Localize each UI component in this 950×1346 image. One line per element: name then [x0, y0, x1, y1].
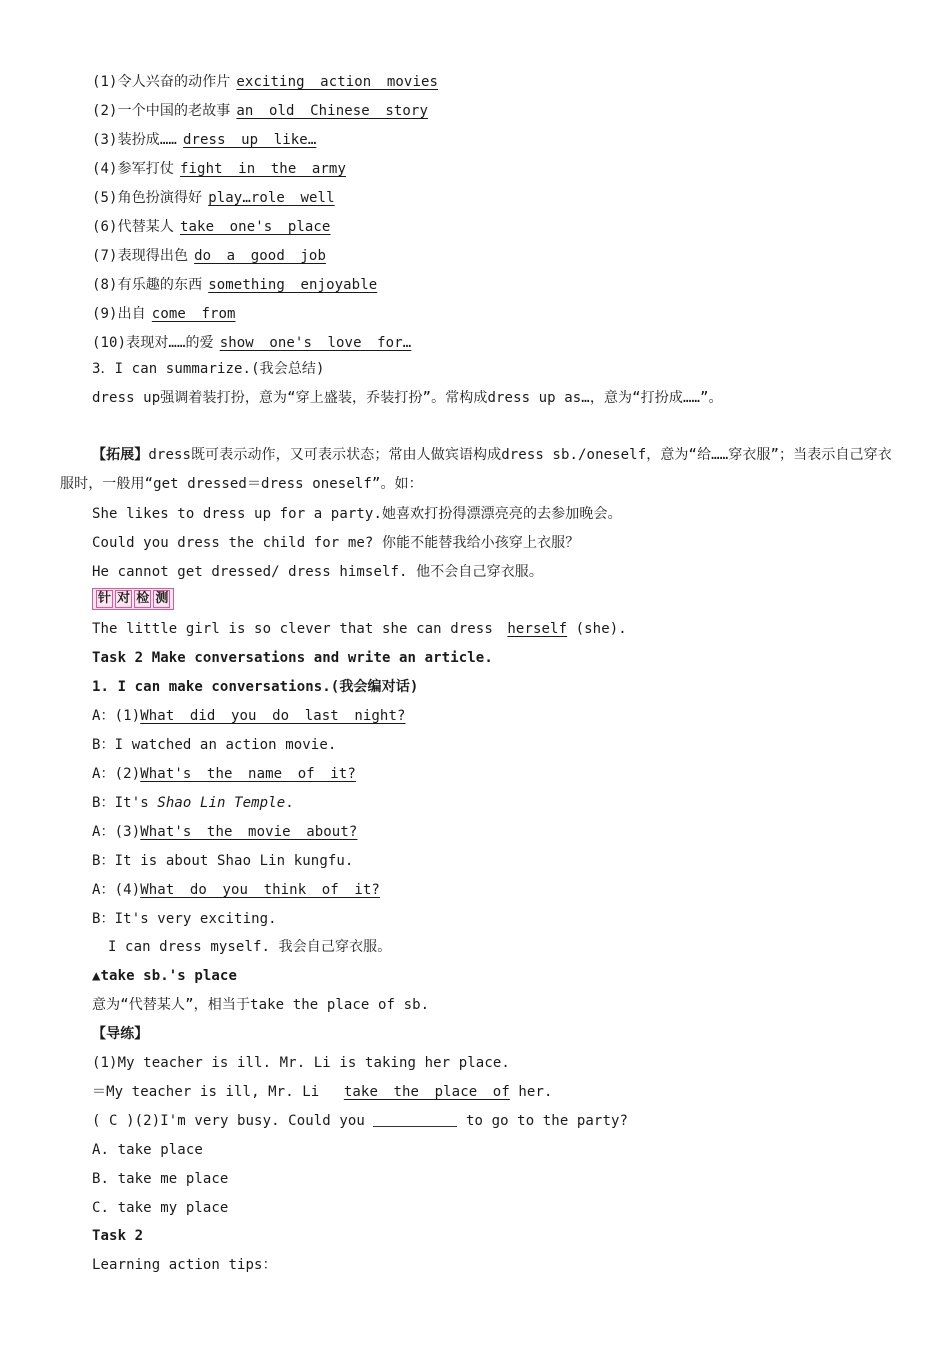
q2-tail: to go to the party? [466, 1113, 629, 1129]
phrase-number: (3) [92, 132, 118, 148]
dialogue-text: I watched an action movie. [114, 737, 337, 753]
dialogue-text: It's [114, 795, 158, 811]
phrase-number: (10) [92, 335, 127, 351]
summarize-heading: 3．I can summarize.(我会总结) [92, 361, 325, 377]
dialogue-line [92, 790, 294, 816]
phrase-chinese: 表现对……的爱 [126, 335, 214, 351]
speaker-label: B： [92, 911, 115, 927]
badge-char: 针 [98, 591, 112, 606]
dialogue-answer: What do you think of it? [140, 882, 380, 898]
phrase-number: (1) [92, 74, 118, 90]
speaker-label: B： [92, 737, 115, 753]
phrase-chinese: 出自 [117, 306, 146, 322]
badge-char: 测 [155, 591, 169, 606]
learning-tips: Learning action tips： [92, 1257, 277, 1273]
phrase-chinese: 代替某人 [117, 219, 174, 235]
phrase-number: (7) [92, 248, 118, 264]
option-c: C. take my place [92, 1200, 229, 1216]
dialogue-line [92, 732, 336, 758]
q2-blank [373, 1112, 457, 1127]
phrase-answer: take one's place [180, 219, 331, 235]
option-b: B. take me place [92, 1171, 229, 1187]
dialogue-line [92, 848, 353, 874]
phrase-item [92, 185, 335, 211]
q2-answer: ( C ) [92, 1113, 135, 1129]
dialogue-text: It is about Shao Lin kungfu. [114, 853, 354, 869]
check-hint: (she). [575, 621, 627, 637]
phrase-chinese: 有乐趣的东西 [117, 277, 203, 293]
phrase-item [92, 214, 330, 240]
speaker-label: A： [92, 882, 115, 898]
dress-myself-sentence: I can dress myself. 我会自己穿衣服。 [108, 939, 392, 955]
phrase-chinese: 角色扮演得好 [117, 190, 203, 206]
phrase-answer: dress up like… [182, 132, 317, 148]
dialogue-answer: What's the name of it? [140, 766, 356, 782]
extend-heading: 【拓展】 [92, 447, 149, 463]
q1-rewrite-tail: her. [518, 1084, 553, 1100]
phrase-number: (6) [92, 219, 118, 235]
dialogue-line [92, 761, 356, 787]
take-place-meaning: 意为“代替某人”，相当于take the place of sb. [92, 997, 430, 1013]
phrase-answer: fight in the army [180, 161, 346, 177]
option-a: A. take place [92, 1142, 203, 1158]
phrase-number: (2) [92, 103, 118, 119]
example-sentence: He cannot get dressed/ dress himself. 他不会自己穿衣服。 [92, 564, 543, 580]
phrase-number: (4) [92, 161, 118, 177]
dialogue-answer: What's the movie about? [140, 824, 358, 840]
dialogue-line [92, 877, 380, 903]
q1-answer: take the place of [343, 1084, 510, 1100]
phrase-chinese: 令人兴奋的动作片 [117, 74, 231, 90]
phrase-item [92, 127, 316, 153]
footer-task-heading: Task 2 [92, 1228, 144, 1244]
check-question [92, 616, 627, 642]
q2-text: (2)I'm very busy. Could you [134, 1113, 365, 1129]
phrase-number: (5) [92, 190, 118, 206]
practice-q1: (1)My teacher is ill. Mr. Li is taking her place. [92, 1055, 510, 1071]
phrase-item [92, 156, 346, 182]
practice-q2 [92, 1108, 628, 1134]
summarize-text: dress up强调着装打扮，意为“穿上盛装，乔装打扮”。常构成dress up as…，意为“打扮成……”。 [92, 390, 723, 406]
example-sentence: She likes to dress up for a party.她喜欢打扮得漂漂亮亮的去参加晚会。 [92, 506, 622, 522]
phrase-chinese: 一个中国的老故事 [117, 103, 231, 119]
take-place-heading: ▲take sb.'s place [92, 968, 237, 984]
extend-text: dress既可表示动作，又可表示状态；常由人做宾语构成dress sb./oneself，意为“给……穿衣服”；当表示自己穿衣服时，一般用“get dressed＝dress oneself”。如： [60, 447, 892, 492]
blank-number: (2) [114, 766, 141, 782]
phrase-chinese: 参军打仗 [117, 161, 174, 177]
phrase-number: (8) [92, 277, 118, 293]
phrase-item [92, 272, 377, 298]
blank-number: (3) [114, 824, 141, 840]
practice-q1-rewrite [92, 1079, 553, 1105]
dialogue-line [92, 703, 406, 729]
phrase-answer: show one's love for… [219, 335, 412, 351]
check-badge [92, 586, 174, 612]
phrase-item [92, 330, 411, 356]
phrase-answer: play…role well [208, 190, 335, 206]
practice-heading: 【导练】 [92, 1026, 149, 1042]
blank-number: (4) [114, 882, 141, 898]
speaker-label: A： [92, 708, 115, 724]
badge-char: 对 [117, 591, 131, 606]
phrase-answer: something enjoyable [208, 277, 378, 293]
dialogue-line [92, 819, 357, 845]
dialogue-answer: What did you do last night? [140, 708, 406, 724]
phrase-answer: an old Chinese story [236, 103, 428, 119]
badge-char: 检 [136, 591, 150, 606]
speaker-label: A： [92, 824, 115, 840]
phrase-answer: come from [151, 306, 236, 322]
phrase-answer: do a good job [194, 248, 326, 264]
blank-number: (1) [114, 708, 141, 724]
speaker-label: B： [92, 853, 115, 869]
movie-title: Shao Lin Temple [157, 795, 286, 811]
dialogue-tail: . [285, 795, 294, 811]
phrase-chinese: 表现得出色 [117, 248, 189, 264]
phrase-answer: exciting action movies [236, 74, 439, 90]
task2-heading: Task 2 Make conversations and write an article. [92, 650, 493, 666]
conversation-subheading: 1. I can make conversations.(我会编对话) [92, 679, 419, 695]
dialogue-line [92, 906, 277, 932]
dialogue-text: It's very exciting. [114, 911, 277, 927]
phrase-item [92, 98, 428, 124]
check-answer: herself [507, 621, 568, 637]
speaker-label: B： [92, 795, 115, 811]
phrase-item [92, 301, 236, 327]
example-sentence: Could you dress the child for me? 你能不能替我给小孩穿上衣服？ [92, 535, 580, 551]
q1-rewrite-text: ＝My teacher is ill, Mr. Li [92, 1084, 320, 1100]
phrase-number: (9) [92, 306, 118, 322]
phrase-item [92, 243, 326, 269]
phrase-chinese: 装扮成…… [117, 132, 177, 148]
speaker-label: A： [92, 766, 115, 782]
phrase-item [92, 69, 438, 95]
check-question-text: The little girl is so clever that she can dress [92, 621, 493, 637]
